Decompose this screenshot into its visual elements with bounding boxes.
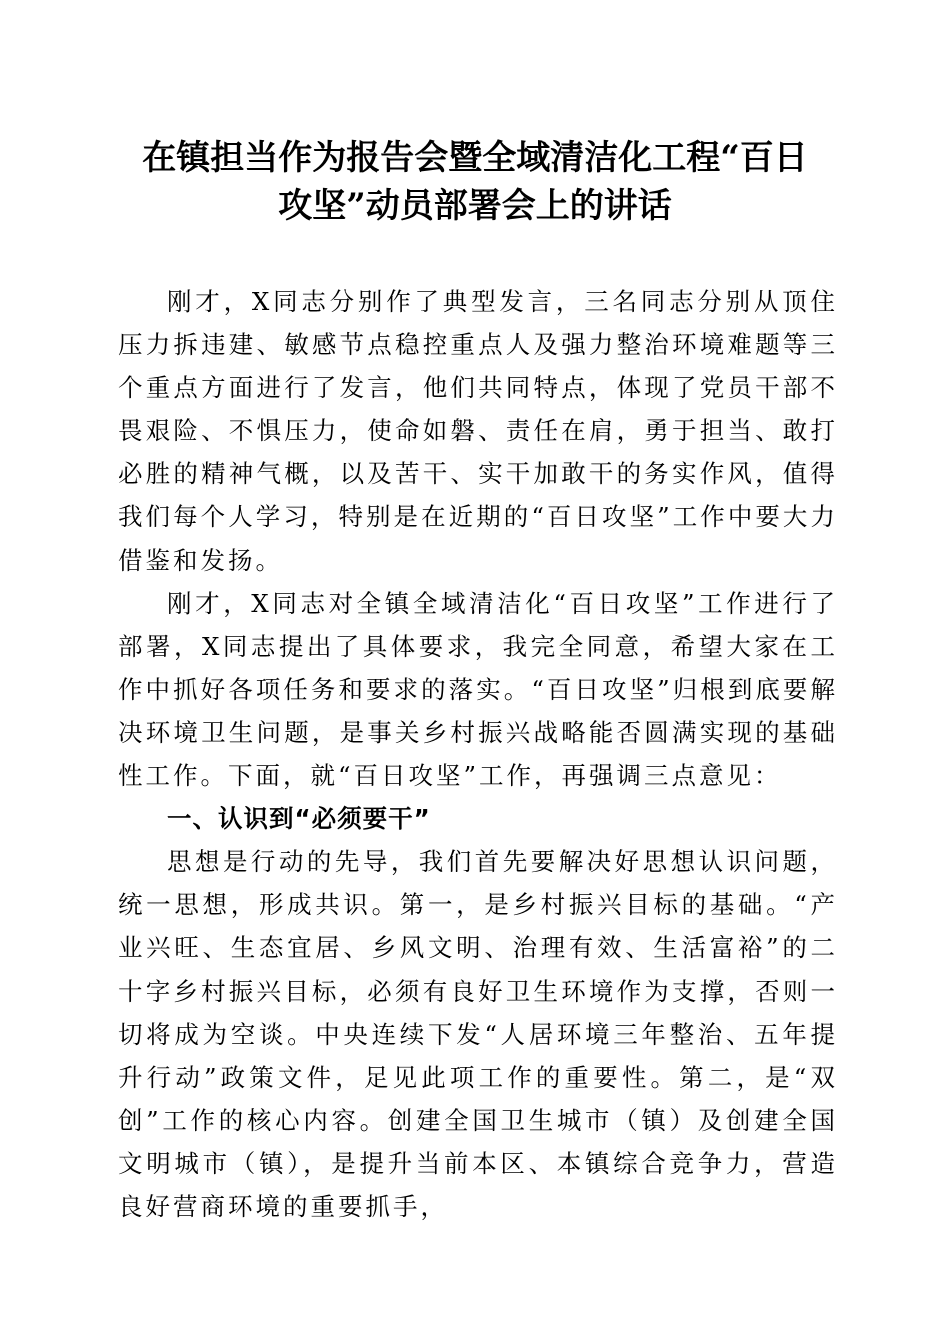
paragraph-deployment: 刚才，X同志对全镇全域清洁化“百日攻坚”工作进行了部署，X同志提出了具体要求，我完全同意，希望大家在工作中抓好各项任务和要求的落实。“百日攻坚”归根到底要解决环境卫生问题，是事关乡村振兴战略能否圆满实现的基础性工作。下面，就“百日攻坚”工作，再强调三点意见： — [118, 588, 838, 791]
paragraph-intro: 刚才，X同志分别作了典型发言，三名同志分别从顶住压力拆违建、敏感节点稳控重点人及强力整治环境难题等三个重点方面进行了发言，他们共同特点，体现了党员干部不畏艰险、不惧压力，使命如磐、责任在肩，勇于担当、敢打必胜的精神气概，以及苦干、实干加敢干的务实作风，值得我们每个人学习，特别是在近期的“百日攻坚”工作中要大力借鉴和发扬。 — [118, 287, 838, 575]
title-line-2: 攻坚”动员部署会上的讲话 — [278, 186, 672, 226]
section-heading: 一、认识到“必须要干” — [167, 804, 431, 834]
document-title — [100, 134, 850, 230]
document-body — [118, 280, 838, 1228]
title-line-1: 在镇担当作为报告会暨全域清洁化工程“百日 — [142, 138, 808, 178]
paragraph-section-one: 思想是行动的先导，我们首先要解决好思想认识问题，统一思想，形成共识。第一，是乡村振兴目标的基础。“产业兴旺、生态宜居、乡风文明、治理有效、生活富裕”的二十字乡村振兴目标，必须有良好卫生环境作为支撑，否则一切将成为空谈。中央连续下发“人居环境三年整治、五年提升行动”政策文件，足见此项工作的重要性。第二，是“双创”工作的核心内容。创建全国卫生城市（镇）及创建全国文明城市（镇），是提升当前本区、本镇综合竞争力，营造良好营商环境的重要抓手， — [118, 847, 838, 1221]
